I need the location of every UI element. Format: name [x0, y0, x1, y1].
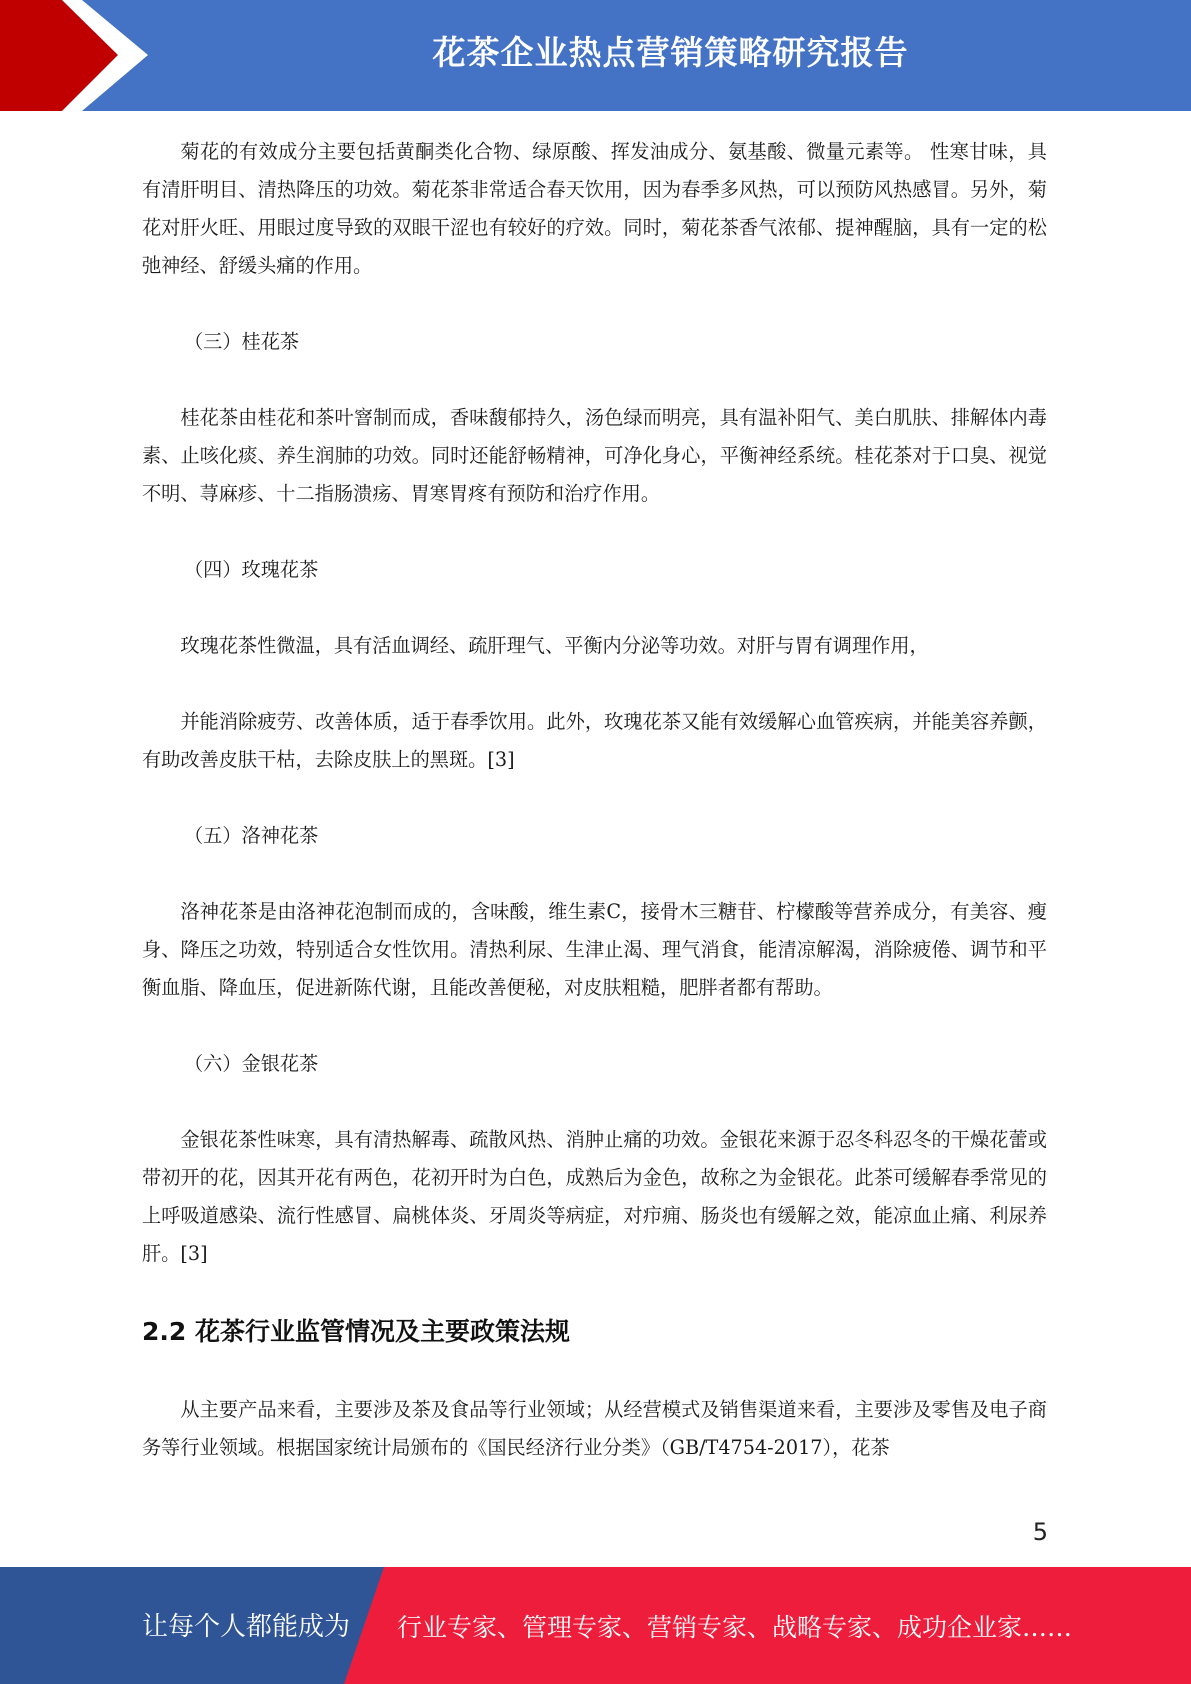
- body-paragraph: 并能消除疲劳、改善体质，适于春季饮用。此外，玫瑰花茶又能有效缓解心血管疾病，并能美容养颤，有助改善皮肤干枯，去除皮肤上的黑斑。[3]: [142, 710, 1047, 771]
- footer-slogan-left: 让每个人都能成为: [142, 1612, 351, 1642]
- report-title: 花茶企业热点营销策略研究报告: [432, 33, 909, 72]
- block-spacer: [142, 779, 1047, 817]
- page-header-banner: [0, 0, 1191, 111]
- body-paragraph: 从主要产品来看，主要涉及茶及食品等行业领域；从经营模式及销售渠道来看，主要涉及零售及电子商务等行业领域。根据国家统计局颁布的《国民经济行业分类》（GB/T4754-2017），花茶: [142, 1398, 1047, 1459]
- subsection-title: （三）桂花茶: [184, 330, 300, 353]
- block-spacer: [142, 589, 1047, 627]
- section-heading: 2.2 花茶行业监管情况及主要政策法规: [142, 1317, 570, 1346]
- block-spacer: [142, 665, 1047, 703]
- block-spacer: [142, 513, 1047, 551]
- block-spacer: [142, 855, 1047, 893]
- body-paragraph: 玫瑰花茶性微温，具有活血调经、疏肝理气、平衡内分泌等功效。对肝与胃有调理作用，: [180, 634, 929, 657]
- body-paragraph: 洛神花茶是由洛神花泡制而成的，含味酸，维生素C，接骨木三糖苷、柠檬酸等营养成分，有美容、瘦身、降压之功效，特别适合女性饮用。清热利尿、生津止渴、理气消食，能清凉解渴，消除疲倦、调节和平衡血脂、降血压，促进新陈代谢，且能改善便秘，对皮肤粗糙，肥胖者都有帮助。: [142, 900, 1047, 999]
- body-paragraph: 桂花茶由桂花和茶叶窨制而成，香味馥郁持久，汤色绿而明亮，具有温补阳气、美白肌肤、排解体内毒素、止咳化痰、养生润肺的功效。同时还能舒畅精神，可净化身心，平衡神经系统。桂花茶对于口臭、视觉不明、荨麻疹、十二指肠溃疡、胃寒胃疼有预防和治疗作用。: [142, 406, 1047, 505]
- subsection-title: （四）玫瑰花茶: [184, 558, 319, 581]
- body-paragraph: 金银花茶性味寒，具有清热解毒、疏散风热、消肿止痛的功效。金银花来源于忍冬科忍冬的干燥花蕾或带初开的花，因其开花有两色，花初开时为白色，成熟后为金色，故称之为金银花。此茶可缓解春季常见的上呼吸道感染、流行性感冒、扁桃体炎、牙周炎等病症，对疖痈、肠炎也有缓解之效，能凉血止痛、利尿养肝。[3]: [142, 1128, 1047, 1265]
- subsection-title: （六）金银花茶: [184, 1052, 319, 1075]
- footer-slogan-right: 行业专家、管理专家、营销专家、战略专家、成功企业家……: [397, 1613, 1073, 1642]
- header-arrow-decoration: [0, 0, 160, 111]
- page-number: 5: [1032, 1518, 1048, 1546]
- page-footer-banner: [0, 1567, 1191, 1684]
- block-spacer: [142, 1273, 1047, 1313]
- block-spacer: [142, 1351, 1047, 1391]
- block-spacer: [142, 1007, 1047, 1045]
- document-body: [142, 133, 1047, 1467]
- subsection-title: （五）洛神花茶: [184, 824, 319, 847]
- body-paragraph: 菊花的有效成分主要包括黄酮类化合物、绿原酸、挥发油成分、氨基酸、微量元素等。 性寒甘味，具有清肝明目、清热降压的功效。菊花茶非常适合春天饮用，因为春季多风热，可以预防风热感冒。另外，菊花对肝火旺、用眼过度导致的双眼干涩也有较好的疗效。同时，菊花茶香气浓郁、提神醒脑，具有一定的松弛神经、舒缓头痛的作用。: [142, 140, 1047, 277]
- block-spacer: [142, 361, 1047, 399]
- block-spacer: [142, 1083, 1047, 1121]
- block-spacer: [142, 285, 1047, 323]
